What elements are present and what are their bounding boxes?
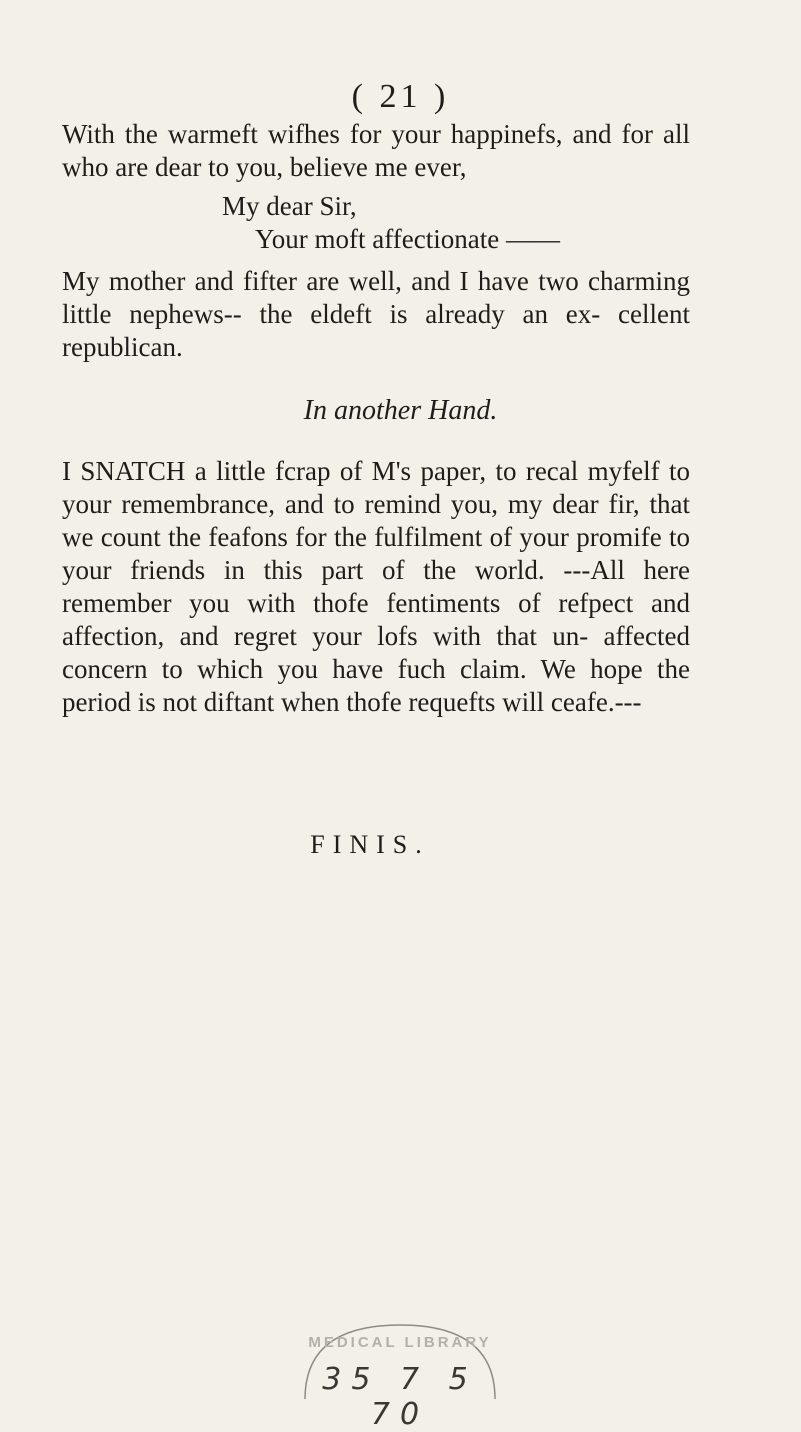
handwritten-shelfmark: 35 7 5 70 bbox=[322, 1362, 478, 1432]
postscript: My mother and fifter are well, and I have two charming little nephews-- the eldeft is already an ex- cellent republican. bbox=[62, 266, 690, 362]
library-stamp bbox=[285, 1320, 515, 1432]
stamp-text: MEDICAL LIBRARY bbox=[308, 1334, 492, 1351]
salutation: My dear Sir, bbox=[222, 191, 357, 221]
section-heading: In another Hand. bbox=[303, 395, 498, 426]
second-letter: I SNATCH a little fcrap of M's paper, to recal myfelf to your remembrance, and to remind you, my dear fir, that we count the feafons for the fulfilment of your promife to your friends in this part of the world. ---All here remember you with thofe fentiments of refpect and affection, and regret your lofs with that un- affected concern to which you have fuch claim. We hope the period is not diftant when thofe requefts will ceafe.--- bbox=[62, 456, 690, 717]
finis-text: FINIS. bbox=[310, 830, 430, 859]
postscript-paragraph bbox=[62, 265, 690, 364]
signoff: Your moft affectionate —— bbox=[255, 224, 560, 254]
letter-closing-paragraph bbox=[62, 118, 690, 184]
letter-paragraph: With the warmeft wifhes for your happinefs, and for all who are dear to you, believe me ever, bbox=[62, 119, 690, 182]
page-number: ( 21 ) bbox=[351, 78, 450, 115]
second-letter-paragraph bbox=[62, 455, 690, 719]
